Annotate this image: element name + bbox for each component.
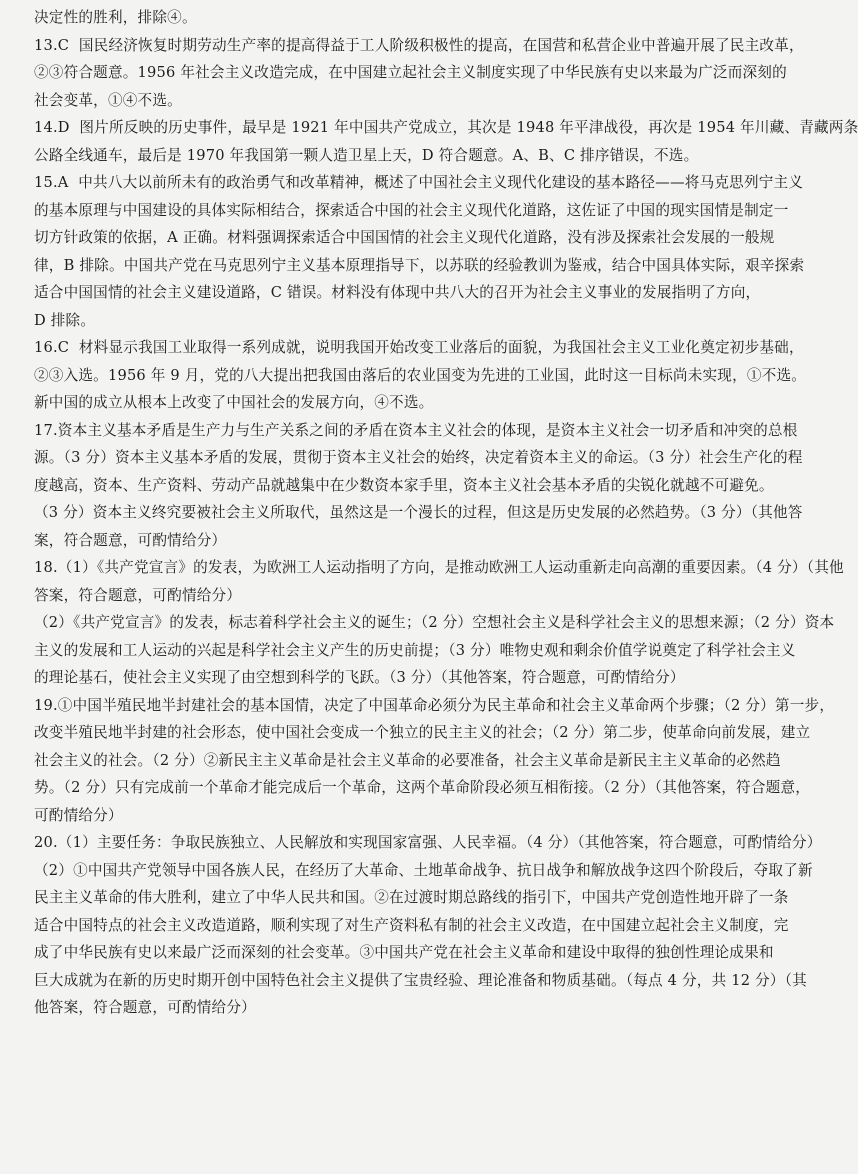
text-line: （2）《共产党宣言》的发表，标志着科学社会主义的诞生；（2 分）空想社会主义是科学社会主义的思想来源；（2 分）资本 <box>34 614 835 631</box>
text-line: 社会主义的社会。（2 分）②新民主主义革命是社会主义革命的必要准备，社会主义革命是新民主主义革命的必然趋 <box>34 751 781 769</box>
text-line: 成了中华民族有史以来最广泛而深刻的社会变革。③中国共产党在社会主义革命和建设中取得的独创性理论成果和 <box>34 944 774 961</box>
text-line: 答案，符合题意，可酌情给分） <box>34 586 242 604</box>
text-line: 律，B 排除。中国共产党在马克思列宁主义基本原理指导下，以苏联的经验教训为鉴戒，结合中国具体实际，艰辛探索 <box>34 256 805 274</box>
text-line: 适合中国国情的社会主义建设道路，C 错误。材料没有体现中共八大的召开为社会主义事业的发展指明了方向， <box>34 284 761 301</box>
text-line: ②③符合题意。1956 年社会主义改造完成，在中国建立起社会主义制度实现了中华民族有史以来最为广泛而深刻的 <box>34 64 787 81</box>
text-line: 14.D 图片所反映的历史事件，最早是 1921 年中国共产党成立，其次是 1948 年平津战役，再次是 1954 年川藏、青藏两条 <box>34 119 858 136</box>
text-line: 18.（1）《共产党宣言》的发表，为欧洲工人运动指明了方向，是推动欧洲工人运动重新走向高潮的重要因素。（4 分）（其他 <box>34 559 844 576</box>
text-line: 的理论基石，使社会主义实现了由空想到科学的飞跃。（3 分）（其他答案，符合题意，可酌情给分） <box>34 669 685 686</box>
text-line: 主义的发展和工人运动的兴起是科学社会主义产生的历史前提；（3 分）唯物史观和剩余价值学说奠定了科学社会主义 <box>34 641 796 659</box>
text-line: 改变半殖民地半封建的社会形态，使中国社会变成一个独立的民主主义的社会；（2 分）第二步，使革命向前发展，建立 <box>34 724 811 741</box>
text-line: 20.（1）主要任务：争取民族独立、人民解放和实现国家富强、人民幸福。（4 分）（其他答案，符合题意，可酌情给分） <box>34 834 822 851</box>
text-line: （3 分）资本主义终究要被社会主义所取代，虽然这是一个漫长的过程，但这是历史发展的必然趋势。（3 分）（其他答 <box>34 504 803 521</box>
text-line: ②③入选。1956 年 9 月，党的八大提出把我国由落后的农业国变为先进的工业国，此时这一目标尚未实现，①不选。 <box>34 366 807 384</box>
text-line: 16.C 材料显示我国工业取得一系列成就，说明我国开始改变工业落后的面貌，为我国社会主义工业化奠定初步基础， <box>34 339 804 356</box>
text-line: 度越高，资本、生产资料、劳动产品就越集中在少数资本家手里，资本主义社会基本矛盾的尖锐化就越不可避免。 <box>34 476 774 494</box>
text-line: 新中国的成立从根本上改变了中国社会的发展方向，④不选。 <box>34 394 434 411</box>
text-line: 源。（3 分）资本主义基本矛盾的发展，贯彻于资本主义社会的始终，决定着资本主义的命运。（3 分）社会生产化的程 <box>34 449 803 466</box>
text-line: 案，符合题意，可酌情给分） <box>34 531 227 549</box>
text-line: 社会变革，①④不选。 <box>34 91 182 109</box>
text-line: 17.资本主义基本矛盾是生产力与生产关系之间的矛盾在资本主义社会的体现，是资本主义社会一切矛盾和冲突的总根 <box>34 421 798 439</box>
text-line: 可酌情给分） <box>34 806 123 824</box>
text-line: 适合中国特点的社会主义改造道路，顺利实现了对生产资料私有制的社会主义改造，在中国建立起社会主义制度，完 <box>34 916 789 934</box>
text-line: 民主主义革命的伟大胜利，建立了中华人民共和国。②在过渡时期总路线的指引下，中国共产党创造性地开辟了一条 <box>34 889 789 906</box>
text-line: 势。（2 分）只有完成前一个革命才能完成后一个革命，这两个革命阶段必须互相衔接。（2 分）（其他答案，符合题意， <box>34 779 811 796</box>
text-line: 巨大成就为在新的历史时期开创中国特色社会主义提供了宝贵经验、理论准备和物质基础。（每点 4 分，共 12 分）（其 <box>34 971 807 989</box>
text-line: 13.C 国民经济恢复时期劳动生产率的提高得益于工人阶级积极性的提高，在国营和私营企业中普遍开展了民主改革， <box>34 36 804 54</box>
text-line: 决定性的胜利，排除④。 <box>34 9 197 26</box>
text-line: 19.①中国半殖民地半封建社会的基本国情，决定了中国革命必须分为民主革命和社会主义革命两个步骤；（2 分）第一步， <box>34 696 835 714</box>
text-line: 公路全线通车，最后是 1970 年我国第一颗人造卫星上天，D 符合题意。A、B、C 排序错误，不选。 <box>34 146 699 164</box>
text-line: （2）①中国共产党领导中国各族人民，在经历了大革命、土地革命战争、抗日战争和解放战争这四个阶段后，夺取了新 <box>34 861 813 879</box>
text-line: 的基本原理与中国建设的具体实际相结合，探索适合中国的社会主义现代化道路，这佐证了中国的现实国情是制定一 <box>34 201 789 219</box>
text-line: 切方针政策的依据，A 正确。材料强调探索适合中国国情的社会主义现代化道路，没有涉及探索社会发展的一般规 <box>34 229 775 246</box>
text-line: D 排除。 <box>34 311 96 329</box>
text-line: 15.A 中共八大以前所未有的政治勇气和改革精神，概述了中国社会主义现代化建设的基本路径——将马克思列宁主义 <box>34 174 804 191</box>
text-line: 他答案，符合题意，可酌情给分） <box>34 999 256 1016</box>
